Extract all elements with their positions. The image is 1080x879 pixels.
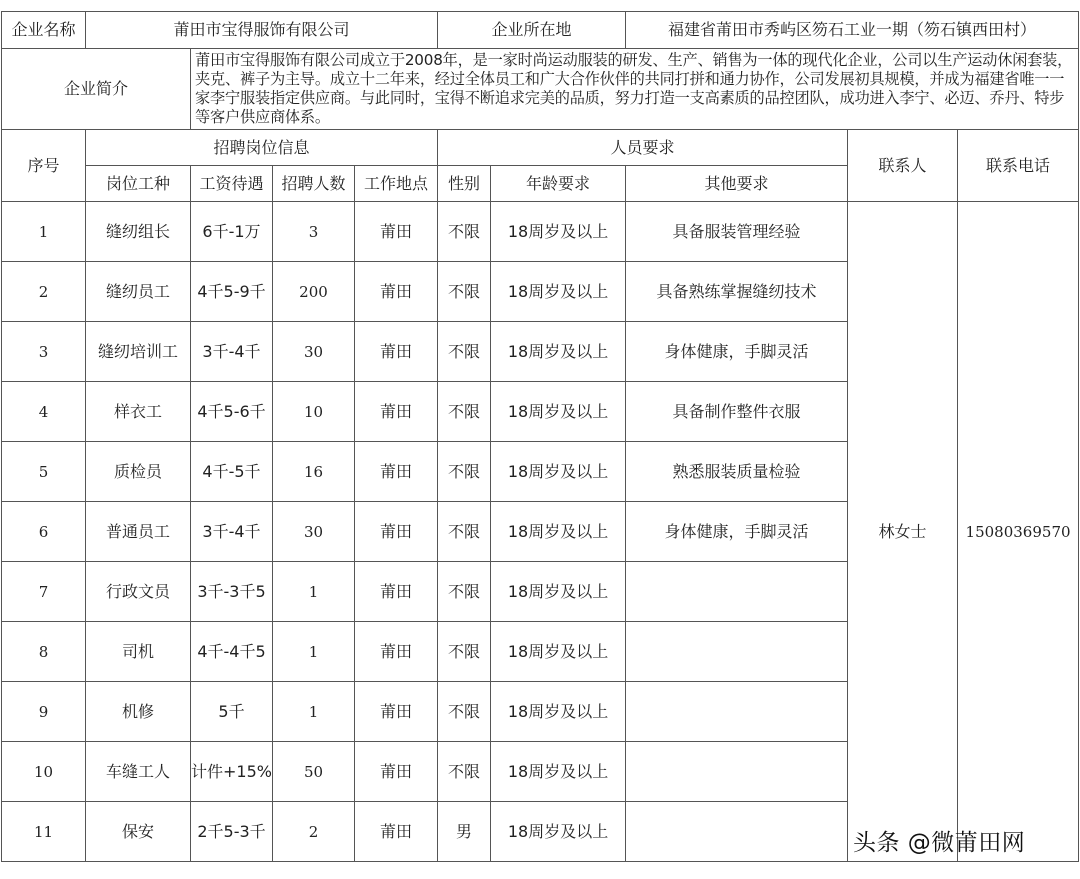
cell-count: 30 [273,502,355,562]
cell-place: 莆田 [355,322,438,382]
company-intro: 莆田市宝得服饰有限公司成立于2008年，是一家时尚运动服装的研发、生产、销售为一体的现代化企业，公司以生产运动休闲套装，夹克、裤子为主导。成立十二年来，经过全体员工和广大合作伙伴的共同打拼和通力协作，公司发展初具规模，并成为福建省唯一一家李宁服装指定供应商。与此同时，宝得不断追求完美的品质，努力打造一支高素质的品控团队，成功进入李宁、必迈、乔丹、特步等客户供应商体系。 [191,49,1079,130]
header-other: 其他要求 [626,166,848,202]
cell-place: 莆田 [355,802,438,862]
header-salary: 工资待遇 [191,166,273,202]
cell-no: 9 [2,682,86,742]
cell-salary: 4千5-9千 [191,262,273,322]
cell-other: 具备熟练掌握缝纫技术 [626,262,848,322]
cell-no: 7 [2,562,86,622]
company-location-label: 企业所在地 [438,12,626,49]
cell-no: 3 [2,322,86,382]
cell-no: 1 [2,202,86,262]
cell-salary: 3千-3千5 [191,562,273,622]
cell-salary: 计件+15% [191,742,273,802]
cell-age: 18周岁及以上 [491,802,626,862]
cell-age: 18周岁及以上 [491,442,626,502]
cell-age: 18周岁及以上 [491,682,626,742]
cell-gender: 不限 [438,742,491,802]
company-name-row [2,12,1079,49]
header-contact: 联系人 [848,130,958,202]
header-job: 岗位工种 [86,166,191,202]
cell-age: 18周岁及以上 [491,322,626,382]
cell-age: 18周岁及以上 [491,742,626,802]
company-name: 莆田市宝得服饰有限公司 [86,12,438,49]
cell-place: 莆田 [355,622,438,682]
contact-phone: 15080369570 [958,202,1079,862]
cell-age: 18周岁及以上 [491,622,626,682]
recruitment-table [1,11,1079,862]
header-requirements: 人员要求 [438,130,848,166]
cell-salary: 3千-4千 [191,322,273,382]
cell-gender: 男 [438,802,491,862]
cell-gender: 不限 [438,382,491,442]
header-age: 年龄要求 [491,166,626,202]
cell-other [626,802,848,862]
cell-count: 50 [273,742,355,802]
cell-place: 莆田 [355,562,438,622]
cell-other: 身体健康，手脚灵活 [626,502,848,562]
cell-job: 样衣工 [86,382,191,442]
cell-other: 熟悉服装质量检验 [626,442,848,502]
cell-job: 司机 [86,622,191,682]
cell-no: 4 [2,382,86,442]
cell-job: 缝纫员工 [86,262,191,322]
company-location: 福建省莆田市秀屿区笏石工业一期（笏石镇西田村） [626,12,1079,49]
cell-gender: 不限 [438,442,491,502]
cell-place: 莆田 [355,262,438,322]
cell-salary: 6千-1万 [191,202,273,262]
cell-job: 行政文员 [86,562,191,622]
cell-salary: 4千-4千5 [191,622,273,682]
cell-job: 车缝工人 [86,742,191,802]
cell-place: 莆田 [355,202,438,262]
cell-age: 18周岁及以上 [491,502,626,562]
company-intro-row [2,49,1079,130]
cell-salary: 4千5-6千 [191,382,273,442]
header-position-info: 招聘岗位信息 [86,130,438,166]
cell-gender: 不限 [438,562,491,622]
cell-count: 1 [273,622,355,682]
cell-other: 身体健康，手脚灵活 [626,322,848,382]
cell-place: 莆田 [355,382,438,442]
header-row-1 [2,130,1079,166]
cell-count: 10 [273,382,355,442]
cell-job: 缝纫培训工 [86,322,191,382]
company-name-label: 企业名称 [2,12,86,49]
contact-person: 林女士 [848,202,958,862]
cell-count: 1 [273,562,355,622]
cell-no: 10 [2,742,86,802]
cell-count: 200 [273,262,355,322]
header-index: 序号 [2,130,86,202]
cell-no: 5 [2,442,86,502]
header-place: 工作地点 [355,166,438,202]
cell-place: 莆田 [355,502,438,562]
cell-job: 保安 [86,802,191,862]
cell-other [626,742,848,802]
cell-job: 缝纫组长 [86,202,191,262]
cell-place: 莆田 [355,742,438,802]
cell-gender: 不限 [438,262,491,322]
cell-other [626,622,848,682]
cell-other [626,562,848,622]
header-phone: 联系电话 [958,130,1079,202]
cell-count: 30 [273,322,355,382]
cell-no: 8 [2,622,86,682]
cell-count: 16 [273,442,355,502]
cell-other [626,682,848,742]
cell-job: 质检员 [86,442,191,502]
cell-job: 普通员工 [86,502,191,562]
cell-salary: 4千-5千 [191,442,273,502]
cell-no: 2 [2,262,86,322]
company-intro-label: 企业简介 [2,49,191,130]
header-count: 招聘人数 [273,166,355,202]
cell-place: 莆田 [355,442,438,502]
cell-age: 18周岁及以上 [491,382,626,442]
cell-count: 2 [273,802,355,862]
table-row [2,202,1079,262]
cell-gender: 不限 [438,622,491,682]
cell-gender: 不限 [438,322,491,382]
cell-place: 莆田 [355,682,438,742]
cell-gender: 不限 [438,682,491,742]
cell-no: 6 [2,502,86,562]
cell-count: 1 [273,682,355,742]
cell-job: 机修 [86,682,191,742]
cell-salary: 2千5-3千 [191,802,273,862]
cell-no: 11 [2,802,86,862]
cell-other: 具备服装管理经验 [626,202,848,262]
header-gender: 性别 [438,166,491,202]
cell-salary: 3千-4千 [191,502,273,562]
cell-age: 18周岁及以上 [491,562,626,622]
cell-gender: 不限 [438,502,491,562]
cell-gender: 不限 [438,202,491,262]
cell-salary: 5千 [191,682,273,742]
cell-count: 3 [273,202,355,262]
cell-age: 18周岁及以上 [491,262,626,322]
cell-age: 18周岁及以上 [491,202,626,262]
cell-other: 具备制作整件衣服 [626,382,848,442]
watermark: 头条 @微莆田网 [853,830,1026,856]
